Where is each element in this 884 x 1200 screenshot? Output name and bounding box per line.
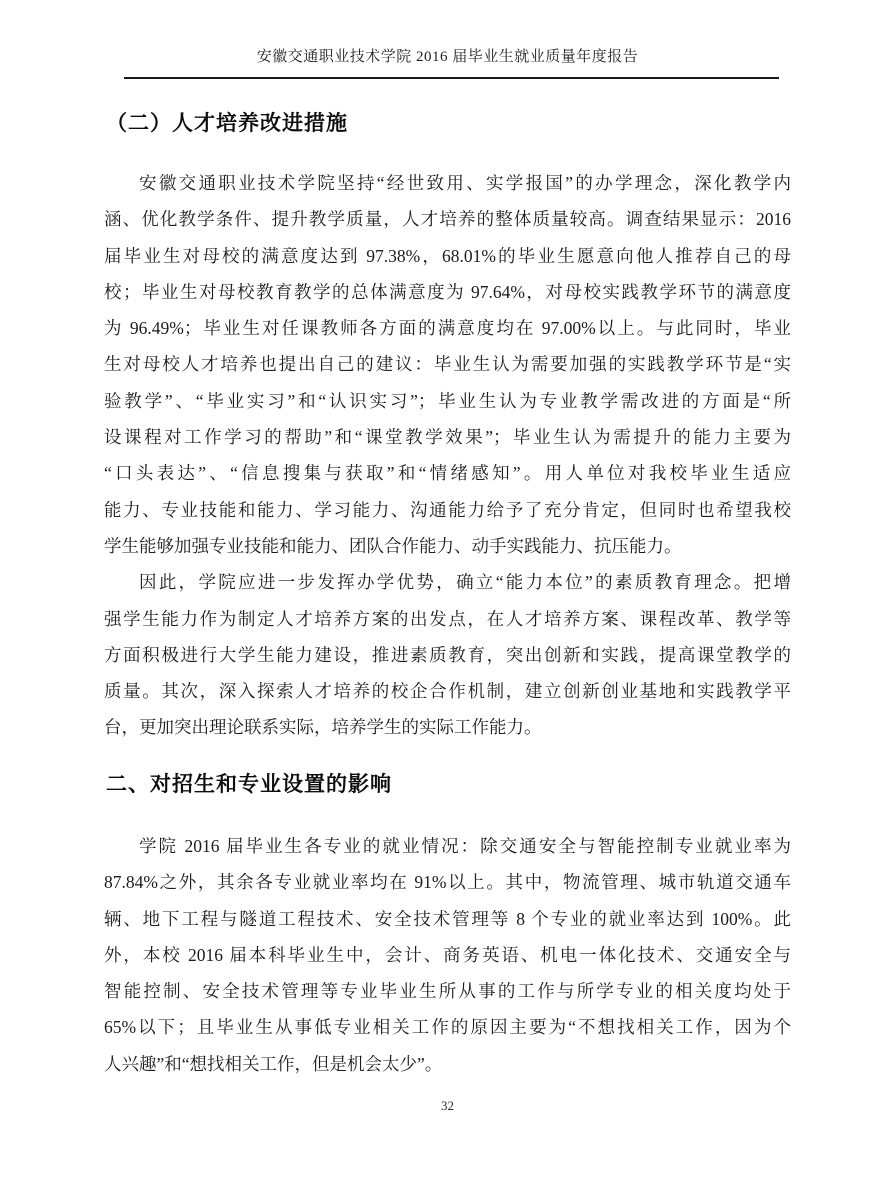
text-line: 能力、专业技能和能力、学习能力、沟通能力给予了充分肯定，但同时也希望我校 [104,499,791,520]
text-line: 验教学”、“毕业实习”和“认识实习”；毕业生认为专业教学需改进的方面是“所 [104,390,791,411]
section-heading-talent-improvement: （二）人才培养改进措施 [106,112,348,135]
text-line: 智能控制、安全技术管理等专业毕业生所从事的工作与所学专业的相关度均处于 [104,981,791,1002]
page-header-title: 安徽交通职业技术学院 2016 届毕业生就业质量年度报告 [256,49,639,65]
text-line: 校；毕业生对母校教育教学的总体满意度为 97.64%，对母校实践教学环节的满意度 [104,281,791,302]
text-line: 台，更加突出理论联系实际，培养学生的实际工作能力。 [104,717,542,738]
text-line: 安徽交通职业技术学院坚持“经世致用、实学报国”的办学理念，深化教学内 [139,173,791,193]
page-number: 32 [441,1098,454,1113]
text-line: 学生能够加强专业技能和能力、团队合作能力、动手实践能力、抗压能力。 [104,535,682,556]
text-line: 外，本校 2016 届本科毕业生中，会计、商务英语、机电一体化技术、交通安全与 [104,944,791,965]
text-line: 87.84%之外，其余各专业就业率均在 91%以上。其中，物流管理、城市轨道交通车 [104,872,791,893]
text-line: 人兴趣”和“想找相关工作，但是机会太少”。 [104,1053,443,1074]
text-line: 届毕业生对母校的满意度达到 97.38%，68.01%的毕业生愿意向他人推荐自己的母 [104,245,791,266]
text-line: “口头表达”、“信息搜集与获取”和“情绪感知”。用人单位对我校毕业生适应 [104,463,791,484]
text-line: 方面积极进行大学生能力建设，推进素质教育，突出创新和实践，提高课堂教学的 [104,644,791,665]
text-line: 设课程对工作学习的帮助”和“课堂教学效果”；毕业生认为需提升的能力主要为 [104,427,791,448]
text-line: 辆、地下工程与隧道工程技术、安全技术管理等 8 个专业的就业率达到 100%。此 [104,908,791,929]
header-divider [124,77,779,79]
paragraph-talent [104,165,791,746]
text-line: 学院 2016 届毕业生各专业的就业情况：除交通安全与智能控制专业就业率为 [139,836,791,856]
paragraph-enrollment [104,828,791,1082]
text-line: 涵、优化教学条件、提升教学质量，人才培养的整体质量较高。调查结果显示：2016 [104,209,791,230]
text-line: 强学生能力作为制定人才培养方案的出发点，在人才培养方案、课程改革、教学等 [104,608,791,629]
text-line: 65%以下；且毕业生从事低专业相关工作的原因主要为“不想找相关工作，因为个 [104,1017,791,1038]
section-heading-enrollment-impact: 二、对招生和专业设置的影响 [106,773,392,796]
text-line: 生对母校人才培养也提出自己的建议：毕业生认为需要加强的实践教学环节是“实 [104,354,791,375]
text-line: 因此，学院应进一步发挥办学优势，确立“能力本位”的素质教育理念。把增 [139,572,791,593]
text-line: 质量。其次，深入探索人才培养的校企合作机制，建立创新创业基地和实践教学平 [104,681,791,702]
text-line: 为 96.49%；毕业生对任课教师各方面的满意度均在 97.00%以上。与此同时，毕业 [104,318,791,339]
